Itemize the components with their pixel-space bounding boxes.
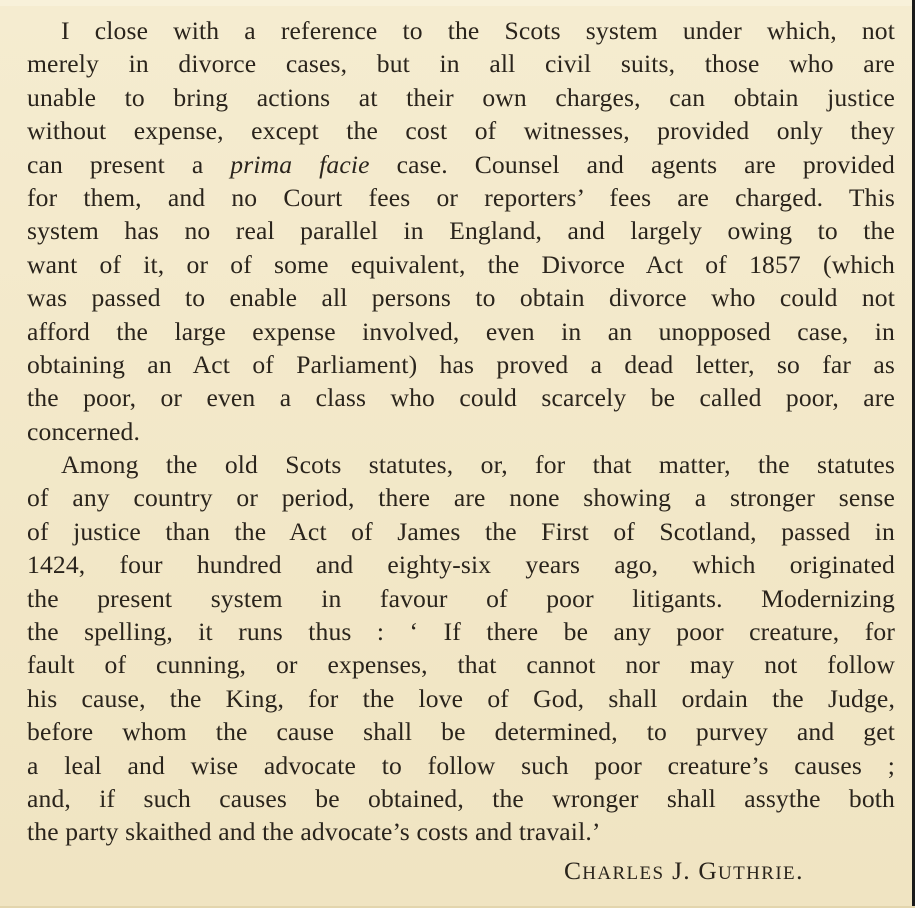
paragraph-2-line: before whom the cause shall be determined, to purvey and get [27, 717, 895, 747]
paragraph-1-line: concerned. [27, 416, 141, 446]
signature-small-caps: UTHRIE [718, 863, 797, 884]
signature-initial: G [698, 856, 718, 885]
paragraph-2-line: of justice than the Act of James the First of Scotland, passed in [27, 516, 895, 546]
paragraph-2-line: the present system in favour of poor litigants. Modernizing [27, 583, 895, 613]
paragraph-2-line: of any country or period, there are none showing a stronger sense [27, 483, 895, 513]
paragraph-1-line: I close with a reference to the Scots system under which, not [61, 16, 895, 45]
author-signature [564, 856, 804, 886]
paragraph-1-line: for them, and no Court fees or reporters’ fees are charged. This [27, 182, 895, 212]
paragraph-1-line: unable to bring actions at their own charges, can obtain justice [27, 82, 895, 112]
paragraph-1-line [27, 148, 895, 181]
signature-small-caps: HARLES [582, 863, 665, 884]
signature-initial: C [564, 856, 583, 885]
page-top-edge [0, 0, 915, 6]
paragraph-2-line: the party skaithed and the advocate’s costs and travail.’ [27, 817, 601, 847]
paragraph-1-line: merely in divorce cases, but in all civil suits, those who are [27, 49, 895, 79]
paragraph-1-line: afford the large expense involved, even in an unopposed case, in [27, 316, 895, 346]
paragraph-1-line: without expense, except the cost of witnesses, provided only they [27, 116, 895, 146]
paragraph-2-line: the spelling, it runs thus : ‘ If there be any poor creature, for [27, 617, 895, 647]
paragraph-2-line: Among the old Scots statutes, or, for that matter, the statutes [61, 450, 895, 480]
paragraph-2-line: a leal and wise advocate to follow such poor creature’s causes ; [27, 750, 895, 780]
line-text: case. Counsel and agents are provided [369, 149, 895, 179]
signature-middle: J. [664, 856, 699, 885]
paragraph-1-line: obtaining an Act of Parliament) has proved a dead letter, so far as [27, 349, 895, 379]
paragraph-1-line: the poor, or even a class who could scarcely be called poor, are [27, 383, 895, 413]
paragraph-2-line: and, if such causes be obtained, the wronger shall assythe both [27, 783, 895, 813]
signature-end: . [796, 856, 804, 885]
italic-phrase: prima facie [230, 149, 370, 179]
paragraph-2-line: fault of cunning, or expenses, that cannot nor may not follow [27, 650, 895, 680]
body-text [27, 14, 895, 849]
paragraph-1-line: was passed to enable all persons to obtain divorce who could not [27, 283, 895, 313]
paragraph-1-line: system has no real parallel in England, and largely owing to the [27, 216, 895, 246]
paragraph-1-line: want of it, or of some equivalent, the Divorce Act of 1857 (which [27, 249, 895, 279]
paragraph-2-line: his cause, the King, for the love of God, shall ordain the Judge, [27, 683, 895, 713]
paragraph-2-line: 1424, four hundred and eighty-six years ago, which originated [27, 550, 895, 580]
line-text: can present a [27, 149, 231, 179]
